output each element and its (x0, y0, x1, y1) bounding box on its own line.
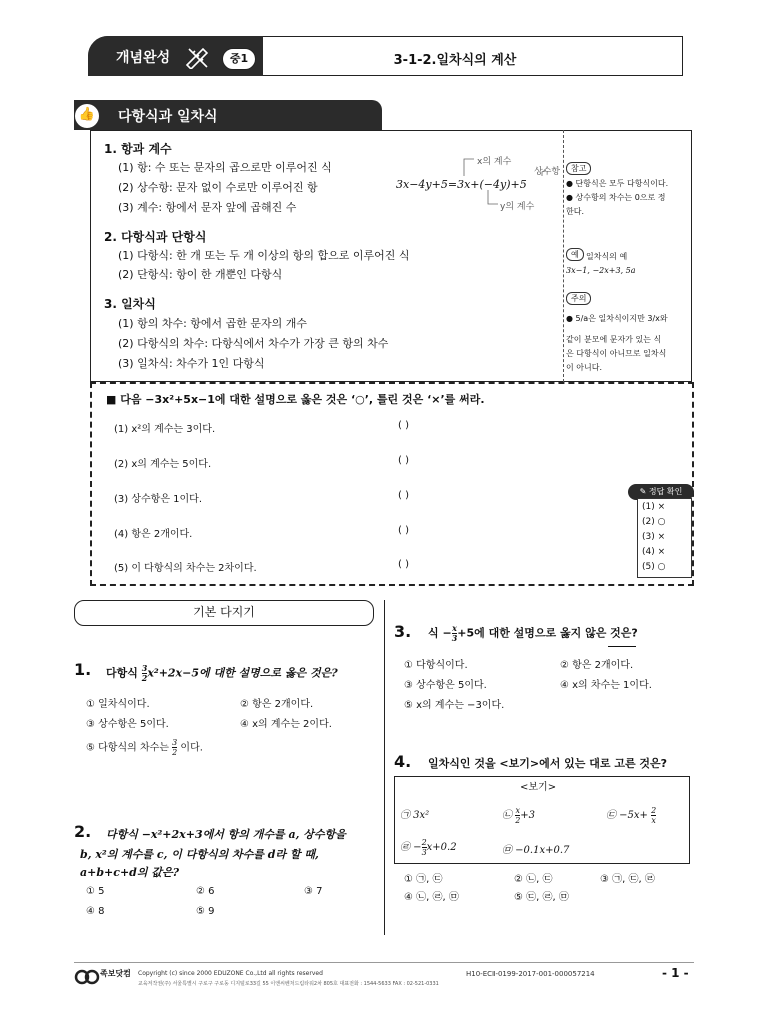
answer-check-label: 정답 확인 (648, 487, 683, 496)
choice[interactable]: ③ ㉠, ㉢, ㉣ (600, 874, 655, 885)
practice-item: (3) 상수항은 1이다. (114, 494, 203, 505)
practice-item: (2) x의 계수는 5이다. (114, 459, 212, 470)
grade-badge: 중1 (222, 48, 256, 70)
note-line: 이 아니다. (566, 363, 602, 372)
note-line: ● 상수항의 차수는 0으로 정 (566, 193, 666, 202)
note-line: 한다. (566, 207, 584, 216)
numerator: 2 (651, 806, 657, 815)
brand-name: 족보닷컴 (100, 969, 131, 978)
choice[interactable]: ④ ㉡, ㉣, ㉤ (404, 892, 459, 903)
note-line: 은 다항식이 아니므로 일차식 (566, 349, 667, 358)
answer-key: (2) ○ (642, 517, 666, 527)
practice-item: (4) 항은 2개이다. (114, 529, 193, 540)
answer-blank[interactable]: ( ) (398, 490, 409, 501)
concept-item: (1) 항: 수 또는 문자의 곱으로만 이루어진 식 (118, 161, 332, 174)
question-stem: 일차식인 것을 <보기>에서 있는 대로 고른 것은? (428, 757, 668, 770)
answer-key: (5) ○ (642, 562, 666, 572)
concept-item: (1) 다항식: 한 개 또는 두 개 이상의 항의 합으로 이루어진 식 (118, 249, 410, 262)
choice[interactable]: ① 5 (86, 886, 105, 897)
choice-text: ⑤ 다항식의 차수는 (86, 742, 169, 754)
choice[interactable]: ② 항은 2개이다. (240, 699, 314, 710)
bogi-label: ㉢ −5x+ (606, 810, 648, 821)
question-stem (428, 624, 638, 643)
practice-item: (1) x²의 계수는 3이다. (114, 424, 216, 435)
note-line: 3x−1, −2x+3, 5a (566, 266, 636, 275)
note-line: 일차식의 예 (586, 252, 628, 261)
bogi-item (606, 806, 656, 825)
stem-text: 다항식 (106, 666, 138, 680)
footer-divider (74, 962, 694, 963)
column-divider (384, 600, 385, 935)
basic-section-title: 기본 다지기 (74, 600, 374, 626)
note-line: 같이 분모에 문자가 있는 식 (566, 335, 662, 344)
question-number: 3. (394, 622, 412, 641)
concept-heading-1: 1. 항과 계수 (104, 142, 172, 156)
denominator: 3 (451, 633, 458, 643)
choice[interactable]: ① 다항식이다. (404, 660, 468, 671)
answer-key: (3) × (642, 532, 666, 542)
answer-key: (1) × (642, 502, 666, 512)
numerator: 3 (172, 738, 178, 747)
denominator: x (651, 816, 656, 825)
page-title: 3-1-2.일차식의 계산 (393, 53, 517, 68)
answer-blank[interactable]: ( ) (398, 525, 409, 536)
numerator: x (515, 806, 520, 815)
concept-item: (2) 단항식: 항이 한 개뿐인 다항식 (118, 268, 283, 281)
question-stem: a+b+c+d의 값은? (80, 866, 180, 879)
bogi-item: ㉠ 3x² (400, 810, 430, 821)
bogi-title: <보기> (520, 782, 557, 793)
question-number: 1. (74, 660, 92, 679)
denominator: 3 (421, 848, 427, 857)
term-expression: 3x−4y+5=3x+(−4y)+5 (396, 178, 527, 191)
section-title: 다항식과 일차식 (118, 109, 218, 125)
copyright: Copyright (c) since 2000 EDUZONE Co.,Ltd all rights reserved (138, 970, 323, 977)
answer-blank[interactable]: ( ) (398, 559, 409, 570)
header-label: 개념완성 (116, 50, 171, 66)
page-number: - 1 - (662, 966, 689, 980)
question-number: 4. (394, 752, 412, 771)
bogi-label: ㉣ − (400, 842, 422, 853)
practice-prompt: ■ 다음 −3x²+5x−1에 대한 설명으로 옳은 것은 ‘○’, 틀린 것은 ‘×’를 써라. (106, 393, 485, 406)
choice[interactable]: ① ㉠, ㉢ (404, 874, 443, 885)
stem-text: 식 − (428, 626, 452, 640)
note-tag-example: 예 (566, 248, 584, 261)
answer-blank[interactable]: ( ) (398, 420, 409, 431)
question-number: 2. (74, 822, 92, 841)
question-stem: b, x²의 계수를 c, 이 다항식의 차수를 d라 할 때, (80, 848, 319, 861)
choice-text: 이다. (180, 742, 203, 754)
stem-text: +5에 대한 설명으로 옳지 않은 것은? (457, 626, 638, 640)
note-tag-warning: 주의 (566, 292, 591, 305)
answer-blank[interactable]: ( ) (398, 455, 409, 466)
concept-item: (3) 계수: 항에서 문자 앞에 곱해진 수 (118, 201, 297, 214)
company-address: 교육저작권(주) 서울특별시 구로구 구로동 디지털로33길 55 이앤씨벤처드림타워2차 805호 대표전화 : 1544-5633 FAX : 02-521-0331 (138, 981, 439, 987)
concept-item: (2) 다항식의 차수: 다항식에서 차수가 가장 큰 항의 차수 (118, 337, 389, 350)
choice[interactable]: ② 항은 2개이다. (560, 660, 634, 671)
answer-key: (4) × (642, 547, 666, 557)
bogi-text: x+0.2 (426, 842, 457, 853)
concept-heading-3: 3. 일차식 (104, 297, 156, 311)
concept-heading-2: 2. 다항식과 단항식 (104, 230, 207, 244)
numerator: 2 (421, 838, 427, 847)
pencil-icon: ✎ (639, 487, 649, 496)
thumbs-up-icon: 👍 (74, 103, 100, 129)
choice[interactable]: ② 6 (196, 886, 215, 897)
practice-item: (5) 이 다항식의 차수는 2차이다. (114, 563, 257, 574)
denominator: 2 (515, 816, 521, 825)
bogi-item (400, 838, 457, 857)
fraction (651, 806, 656, 825)
fraction (172, 738, 177, 757)
choice[interactable]: ③ 상수항은 5이다. (86, 719, 169, 730)
choice[interactable]: ① 일차식이다. (86, 699, 150, 710)
choice[interactable]: ③ 상수항은 5이다. (404, 680, 487, 691)
numerator: 3 (141, 663, 148, 673)
diagram-label-coef-x: x의 계수 (477, 157, 512, 167)
bogi-item (502, 806, 535, 825)
question-stem (106, 664, 338, 683)
stem-text: x²+2x−5에 대한 설명으로 옳은 것은? (147, 666, 338, 680)
bogi-label: ㉡ (502, 810, 512, 821)
choice[interactable]: ④ x의 차수는 1이다. (560, 680, 652, 691)
choice[interactable]: ③ 7 (304, 886, 323, 897)
choice[interactable]: ② ㉡, ㉢ (514, 874, 553, 885)
brand-logo-icon (74, 966, 100, 988)
note-tag-ref: 참고 (566, 162, 591, 175)
concept-item: (1) 항의 차수: 항에서 곱한 문자의 개수 (118, 317, 308, 330)
concept-item: (3) 일차식: 차수가 1인 다항식 (118, 357, 265, 370)
choice[interactable]: ④ x의 계수는 2이다. (240, 719, 332, 730)
underline (608, 646, 636, 647)
numerator: x (452, 623, 457, 633)
question-stem: 다항식 −x²+2x+3에서 항의 개수를 a, 상수항을 (106, 828, 346, 841)
diagram-label-constant: 상수항 (534, 167, 561, 177)
pencil-ruler-icon (183, 43, 213, 69)
denominator: 2 (172, 748, 178, 757)
diagram-label-coef-y: y의 계수 (500, 202, 535, 212)
choice[interactable]: ⑤ x의 계수는 −3이다. (404, 700, 505, 711)
choice[interactable]: ⑤ 9 (196, 906, 215, 917)
practice-box (90, 382, 694, 586)
bogi-text: +3 (520, 810, 536, 821)
choice[interactable]: ④ 8 (86, 906, 105, 917)
note-line: ● 5/a은 일차식이지만 3/x와 (566, 314, 668, 323)
note-line: ● 단항식은 모두 다항식이다. (566, 179, 669, 188)
choice[interactable]: ⑤ ㉢, ㉣, ㉤ (514, 892, 569, 903)
denominator: 2 (141, 673, 148, 683)
concept-item: (2) 상수항: 문자 없이 수로만 이루어진 항 (118, 181, 318, 194)
bogi-item: ㉤ −0.1x+0.7 (502, 845, 570, 856)
choice[interactable] (86, 738, 203, 757)
document-code: H10-ECⅡ-0199-2017-001-000057214 (466, 970, 595, 978)
